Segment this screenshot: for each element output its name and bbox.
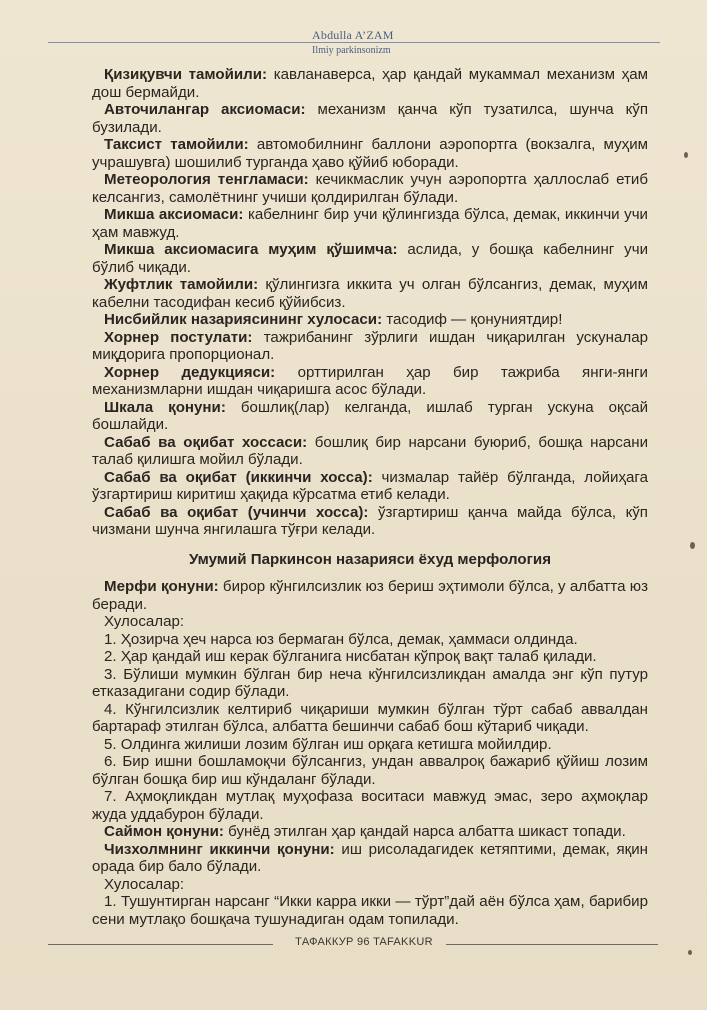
law-term: Сабаб ва оқибат (иккинчи хосса):	[104, 468, 373, 486]
law-entry-murphy	[92, 578, 648, 613]
law-entry-3	[92, 171, 648, 206]
law-text: қўлингизга иккита уч олган бўлсангиз, демак, муҳим кабелни тасодифан кесиб қўйибсиз.	[92, 276, 648, 311]
conclusion-item: 7. Аҳмоқликдан мутлақ муҳофаза воситаси мавжуд эмас, зеро аҳмоқлар жуда уддабурон бўлади.	[92, 788, 648, 823]
conclusion-item: 1. Тушунтирган нарсанг “Икки карра икки — тўрт”дай аён бўлса ҳам, барибир сени мутлақо бошқача тушунадиган одам топилади.	[92, 893, 648, 928]
law-entry-6	[92, 276, 648, 311]
law-text: автомобилнинг баллони аэропортга (вокзалга, муҳим учрашувга) шошилиб турганда ҳаво қўйиб юборади.	[92, 136, 648, 171]
law-entry-5	[92, 241, 648, 276]
law-term: Метеорология тенгламаси:	[104, 171, 309, 188]
paper-speck	[688, 950, 692, 955]
paper-speck	[690, 542, 695, 549]
law-entry-9	[92, 364, 648, 399]
law-text: аслида, у бошқа кабелнинг учи бўлиб чиқади.	[92, 241, 648, 276]
law-term: Чизхолмнинг иккинчи қонуни:	[104, 840, 335, 858]
header-rule	[48, 42, 660, 43]
law-term: Қизиқувчи тамойили:	[104, 66, 268, 83]
law-term: Микша аксиомасига муҳим қўшимча:	[104, 241, 398, 258]
law-text: бошлиқ бир нарсани буюриб, бошқа нарсани талаб қилишга мойил бўлади.	[92, 433, 649, 468]
law-entry-8	[92, 329, 648, 364]
law-entry-bottom-0	[92, 823, 648, 841]
law-term: Хорнер дедукцияси:	[104, 363, 276, 381]
law-entry-13	[92, 504, 648, 539]
law-term: Нисбийлик назариясининг хулосаси:	[104, 311, 383, 328]
law-entry-bottom-1	[92, 841, 648, 876]
conclusions-list-1	[92, 631, 648, 824]
conclusions-label: Хулосалар:	[104, 613, 185, 630]
page-footer	[48, 936, 658, 952]
law-term: Сабаб ва оқибат хоссаси:	[104, 433, 308, 451]
law-entry-7	[92, 311, 648, 329]
law-entry-4	[92, 206, 648, 241]
law-term: Мерфи қонуни:	[104, 578, 219, 595]
law-entry-2	[92, 136, 648, 171]
law-text: тажрибанинг зўрлиги ишдан чиқарилган ускуналар миқдорига пропорционал.	[92, 328, 648, 363]
law-text: орттирилган ҳар бир тажриба янги-янги механизмларни ишдан чиқаришга асос бўлади.	[92, 363, 648, 398]
conclusions-label: Хулосалар:	[104, 875, 185, 893]
law-text: бошлиқ(лар) келганда, ишлаб турган ускуна оқсай бошлайди.	[92, 398, 649, 433]
paper-speck	[684, 152, 688, 158]
conclusion-item: 4. Кўнгилсизлик келтириб чиқариши мумкин бўлган тўрт сабаб аввалдан бартараф этилган бўлса, албатта бешинчи сабаб бош кўтариб чиқади.	[92, 700, 648, 735]
law-term: Саймон қонуни:	[104, 823, 224, 840]
law-text: чизмалар тайёр бўлганда, лойиҳага ўзгартириш киритиш ҳақида кўрсатма етиб келади.	[92, 468, 648, 503]
conclusions-list-2	[92, 893, 648, 928]
law-term: Шкала қонуни:	[104, 398, 226, 416]
law-term: Хорнер постулати:	[104, 328, 253, 346]
law-term: Сабаб ва оқибат (учинчи хосса):	[104, 503, 369, 521]
law-term: Микша аксиомаси:	[104, 206, 244, 223]
header-author: Abdulla A’ZAM	[312, 28, 394, 42]
law-term: Жуфтлик тамойили:	[104, 276, 259, 293]
footer-label: ТАФАККУР 96 TAFAKKUR	[295, 936, 433, 948]
footer-rule-left	[48, 944, 273, 945]
law-entry-0	[92, 66, 648, 101]
law-text: тасодиф — қонуниятдир!	[382, 311, 563, 328]
laws-list-bottom	[92, 823, 648, 876]
conclusion-item: 5. Олдинга жилиши лозим бўлган иш орқага кетишга мойилдир.	[104, 735, 552, 753]
law-text: механизм қанча кўп тузатилса, шунча кўп бузилади.	[92, 101, 648, 136]
section-title: Умумий Паркинсон назарияси ёхуд мерфология	[189, 550, 551, 568]
conclusion-item: 6. Бир ишни бошламоқчи бўлсангиз, ундан аввалроқ бажариб қўйиш лозим бўлган бошқа бир иш кўндаланг бўлади.	[92, 753, 648, 788]
conclusion-item: 3. Бўлиши мумкин бўлган бир неча кўнгилсизликдан амалда энг кўп путур етказадигани содир бўлади.	[92, 665, 648, 700]
laws-list-top	[92, 66, 648, 539]
law-text: ўзгартириш қанча майда бўлса, кўп чизмани шунча янгилашга тўғри келади.	[92, 503, 648, 538]
law-text: кабелнинг бир учи қўлингизда бўлса, демак, иккинчи учи ҳам мавжуд.	[92, 206, 648, 241]
conclusion-item: 2. Ҳар қандай иш керак бўлганига нисбатан кўпроқ вақт талаб қилади.	[104, 648, 597, 665]
law-text: кавланаверса, ҳар қандай мукаммал механизм ҳам дош бермайди.	[92, 66, 648, 101]
law-text: бунёд этилган ҳар қандай нарса албатта шикаст топади.	[223, 823, 626, 840]
header-series: Ilmiy parkinsonizm	[312, 45, 391, 56]
law-entry-10	[92, 399, 648, 434]
law-term: Авточилангар аксиомаси:	[104, 101, 306, 118]
footer-rule-right	[446, 944, 658, 945]
law-entry-12	[92, 469, 648, 504]
conclusion-item: 1. Ҳозирча ҳеч нарса юз бермаган бўлса, демак, ҳаммаси олдинда.	[104, 630, 578, 648]
law-text: иш рисоладагидек кетяптими, демак, яқин орада бир бало бўлади.	[92, 840, 648, 875]
law-text: бирор кўнгилсизлик юз бериш эҳтимоли бўлса, у албатта юз беради.	[92, 578, 648, 613]
law-entry-11	[92, 434, 648, 469]
law-text: кечикмаслик учун аэропортга ҳаллослаб етиб келсангиз, самолётнинг учиши қолдирилган бўлади.	[92, 171, 648, 206]
page-body	[92, 66, 648, 928]
law-term: Таксист тамойили:	[104, 136, 249, 153]
law-entry-1	[92, 101, 648, 136]
